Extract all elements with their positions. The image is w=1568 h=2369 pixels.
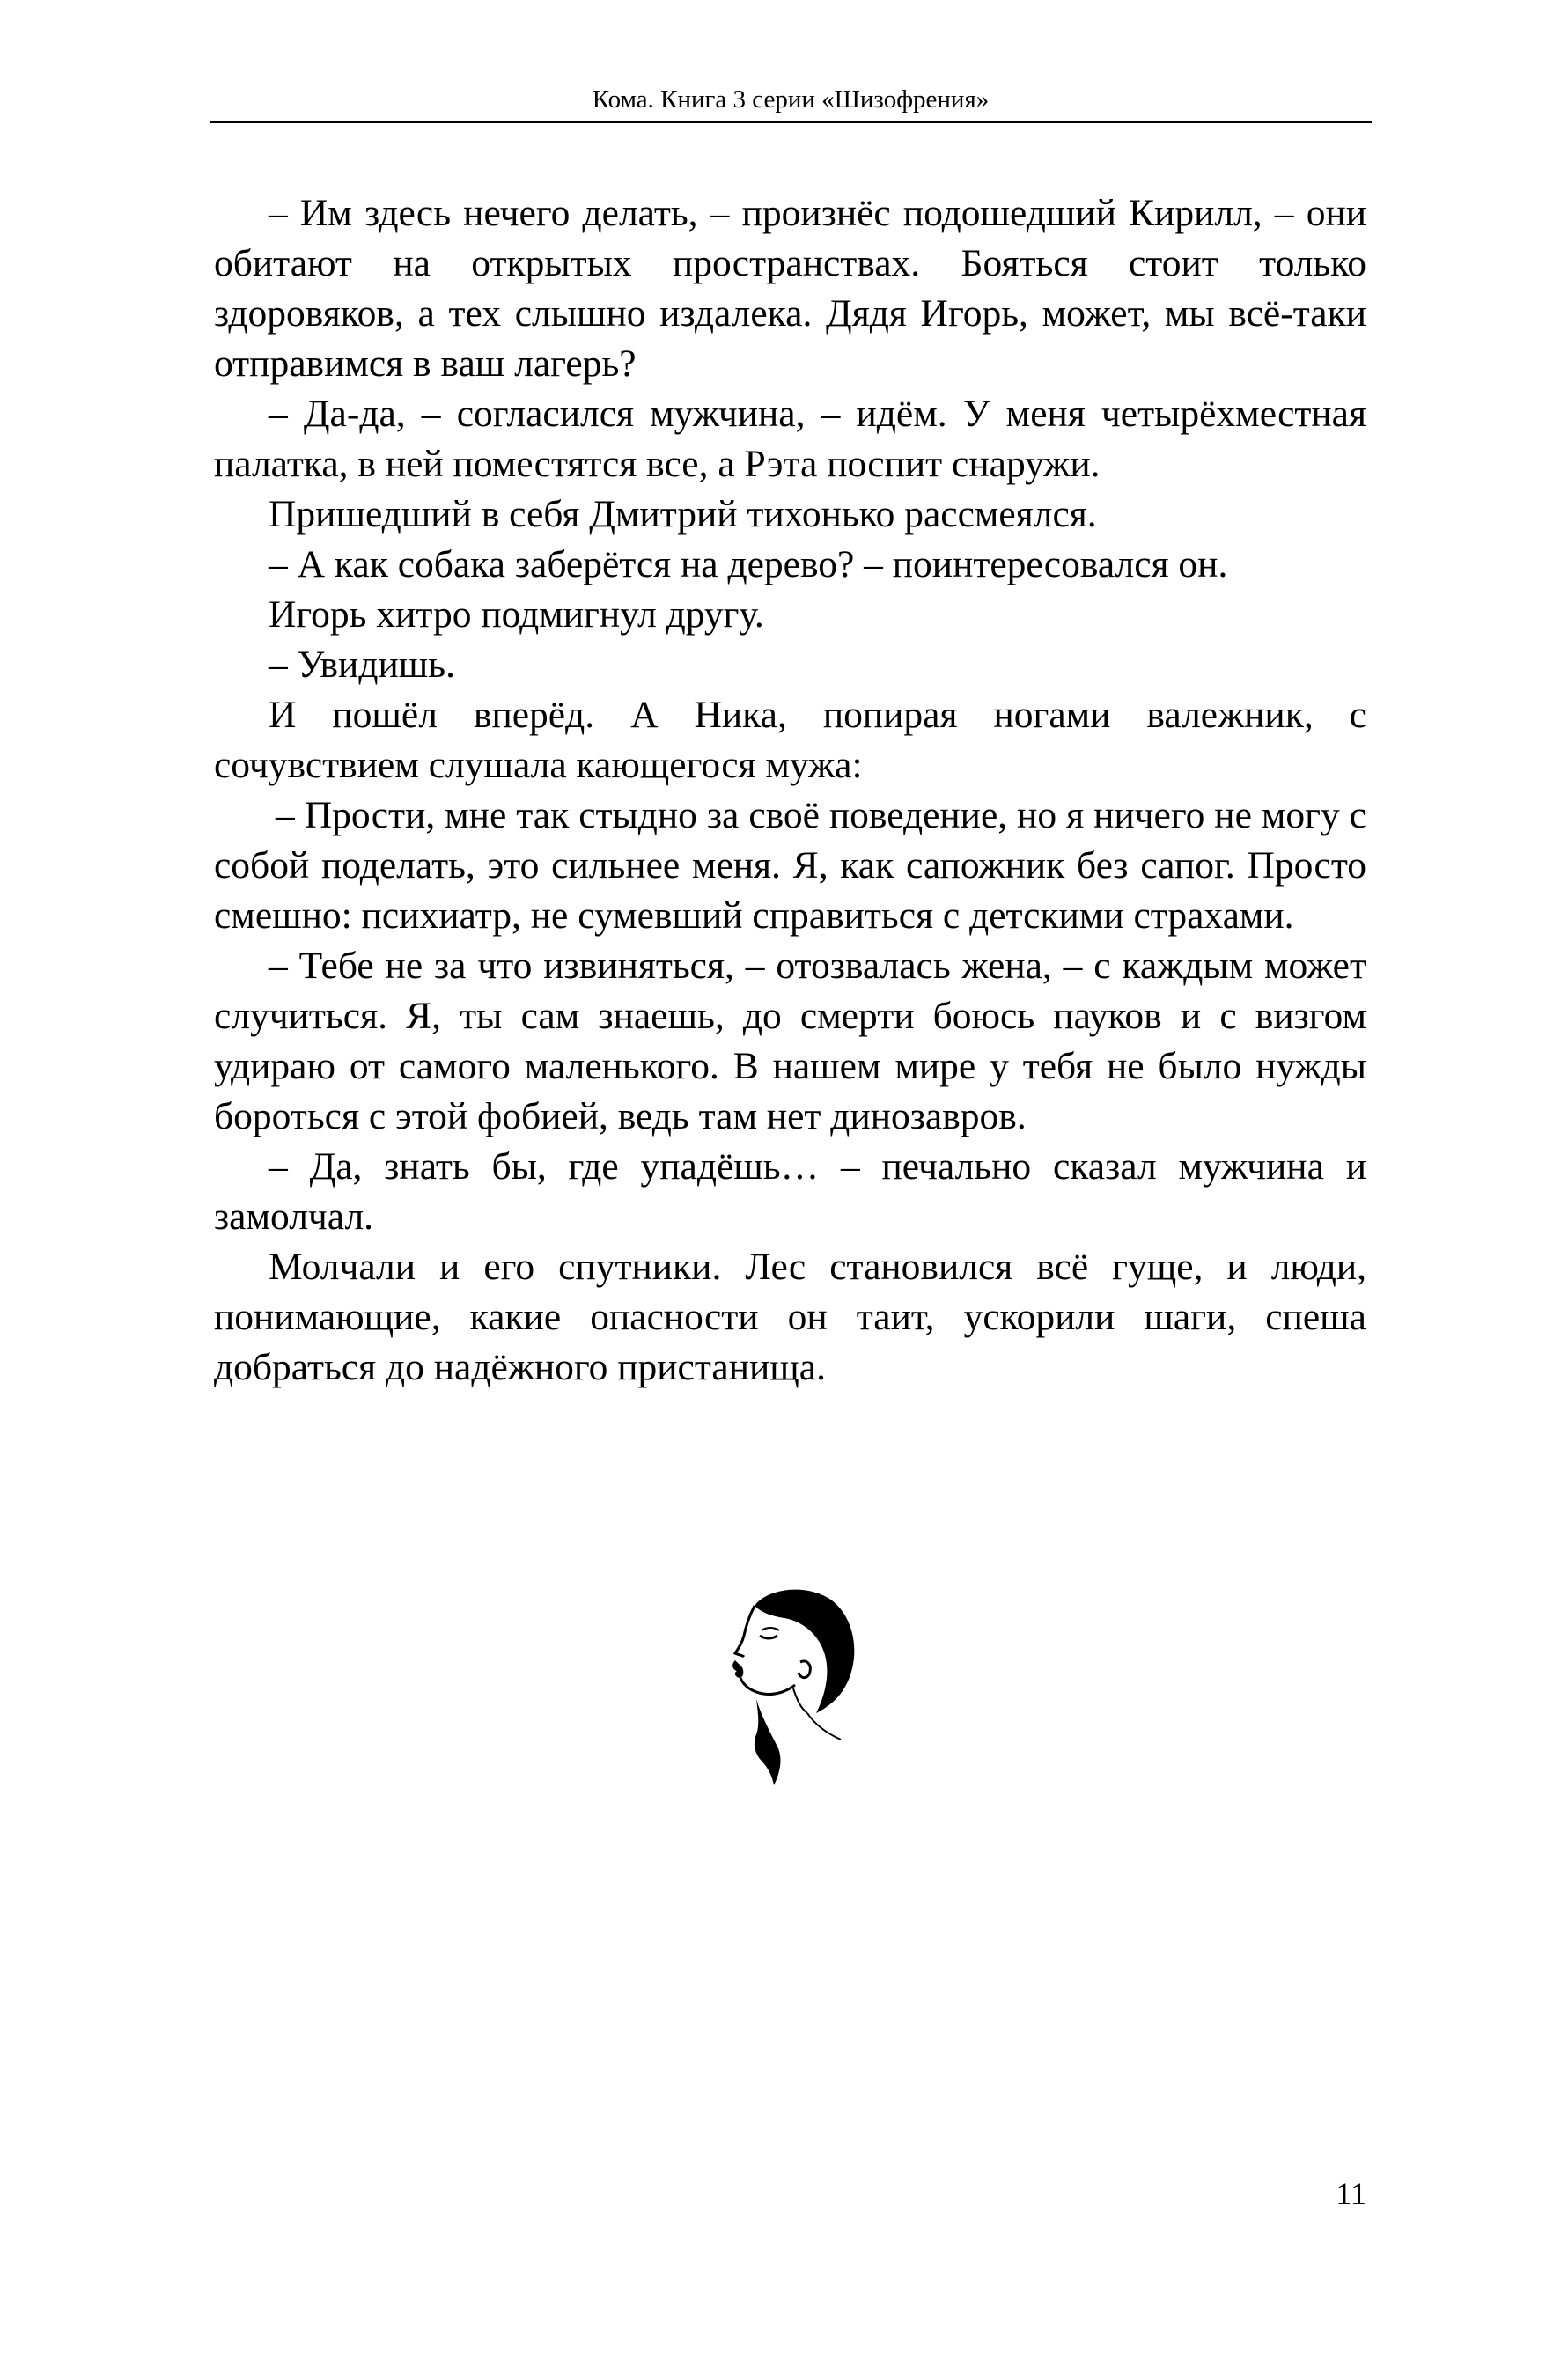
paragraph-5: Игорь хитро подмигнул другу. (269, 593, 764, 636)
paragraph-9: – Тебе не за что извиняться, – отозвалась жена, – с каждым может случиться. Я, ты сам знаешь, до смерти боюсь пауков и с визгом удираю от самого маленького. В нашем мире у тебя не было нужды бороться с этой фобией, ведь там нет динозавров. (214, 945, 1366, 1137)
paragraph-10: – Да, знать бы, где упадёшь… – печально сказал мужчина и замолчал. (214, 1145, 1366, 1238)
header-divider (210, 121, 1372, 123)
paragraph-4: – А как собака заберётся на дерево? – поинтересовался он. (269, 543, 1228, 585)
paragraph-3: Пришедший в себя Дмитрий тихонько рассмеялся. (269, 493, 1097, 535)
paragraph-7: И пошёл вперёд. А Ника, попирая ногами валежник, с сочувствием слушала кающегося мужа: (214, 694, 1366, 786)
paragraph-11: Молчали и его спутники. Лес становился всё гуще, и люди, понимающие, какие опасности он таит, ускорили шаги, спеша добраться до надёжного пристанища. (214, 1246, 1366, 1388)
body-text (214, 188, 1366, 1393)
paragraph-8: – Прости, мне так стыдно за своё поведение, но я ничего не могу с собой поделать, это сильнее меня. Я, как сапожник без сапог. Просто смешно: психиатр, не сумевший справиться с детскими страхами. (214, 794, 1366, 937)
paragraph-6: – Увидишь. (269, 644, 455, 686)
paragraph-1: – Им здесь нечего делать, – произнёс подошедший Кирилл, – они обитают на открытых пространствах. Бояться стоит только здоровяков, а тех слышно издалека. Дядя Игорь, может, мы всё-таки отправимся в ваш лагерь? (214, 192, 1366, 385)
running-header: Кома. Книга 3 серии «Шизофрения» (592, 85, 990, 114)
page-number: 11 (1336, 2176, 1366, 2211)
woman-profile-vignette-icon (709, 1585, 867, 1787)
paragraph-2: – Да-да, – согласился мужчина, – идём. У меня четырёхместная палатка, в ней поместятся все, а Рэта поспит снаружи. (214, 393, 1366, 485)
